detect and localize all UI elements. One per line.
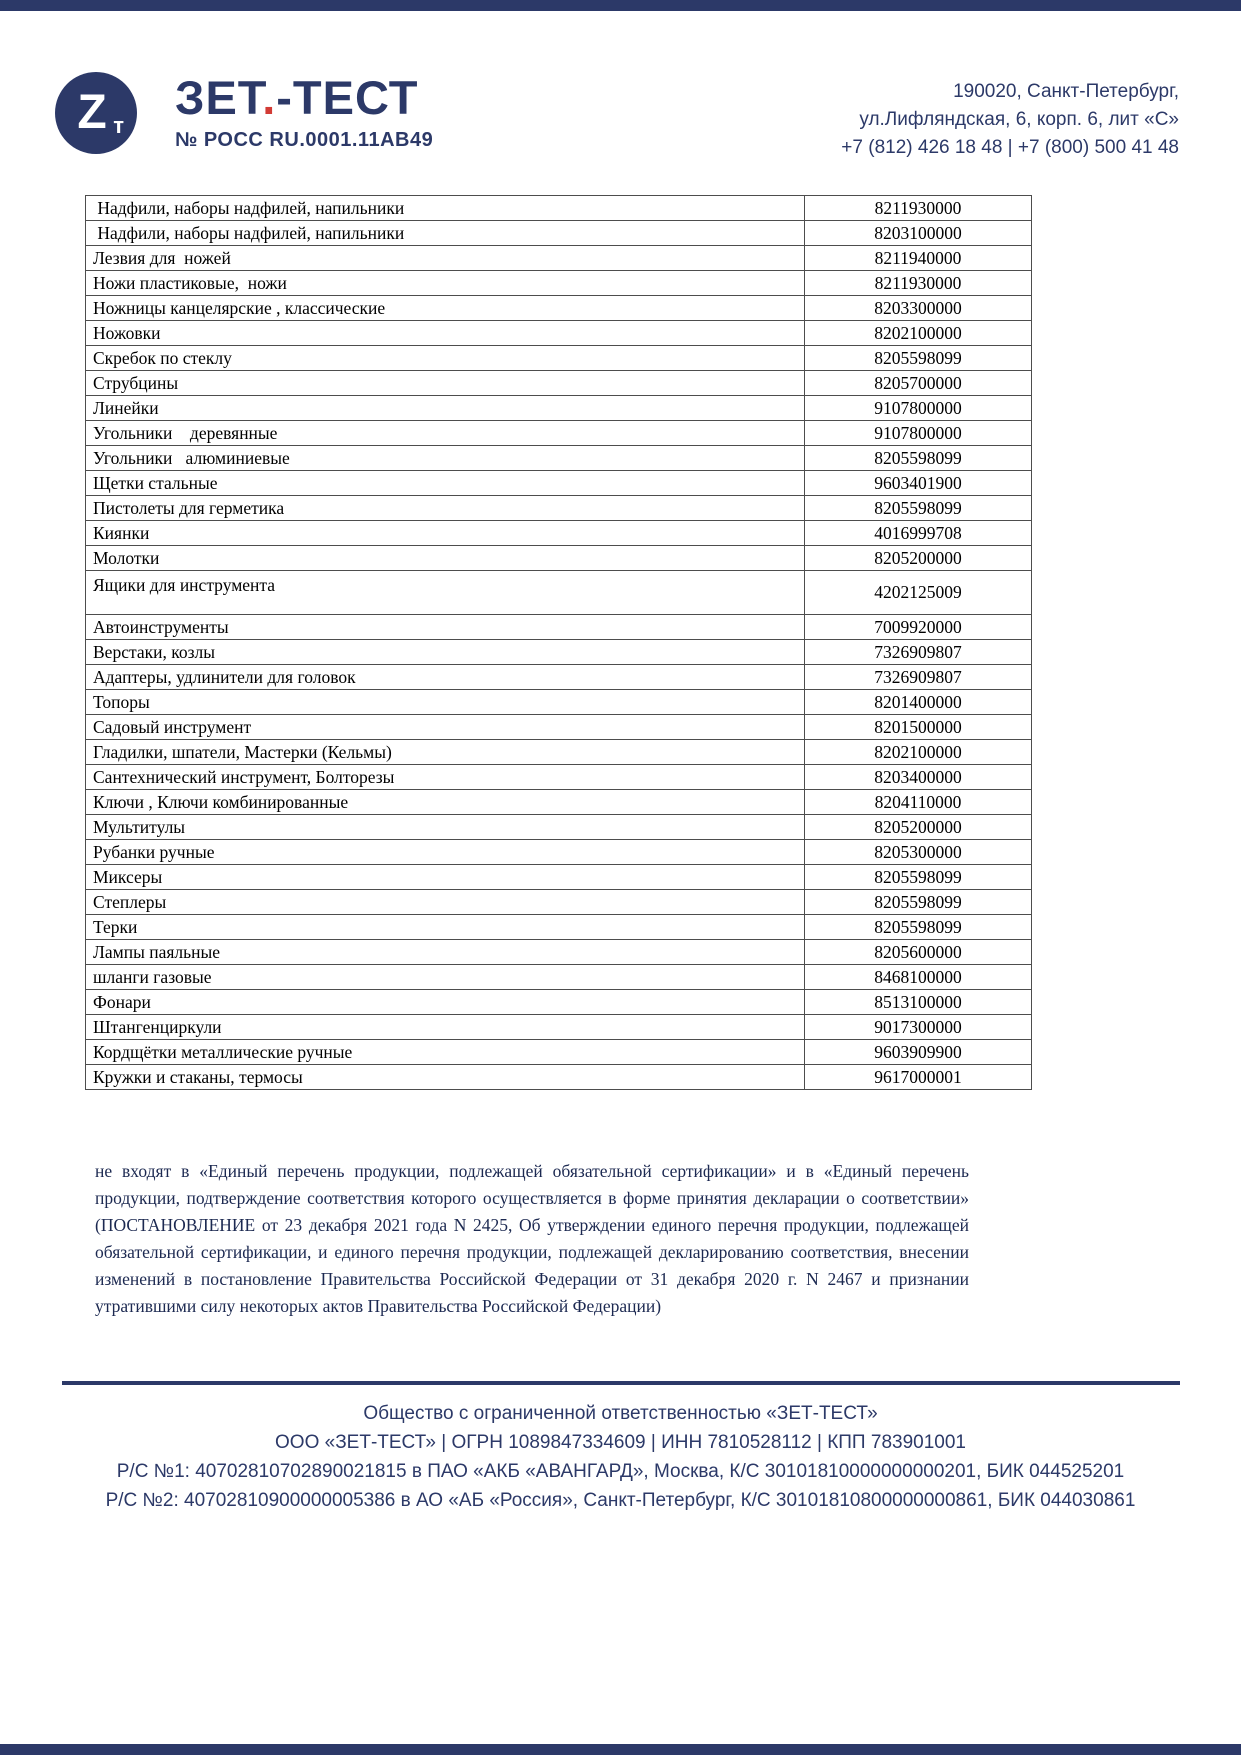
table-row — [86, 615, 1032, 640]
table-row — [86, 640, 1032, 665]
table-row — [86, 790, 1032, 815]
item-code-cell: 8202100000 — [805, 321, 1032, 346]
item-name-cell: Ножи пластиковые, ножи — [86, 271, 805, 296]
phone-numbers: +7 (812) 426 18 48 | +7 (800) 500 41 48 — [841, 137, 1179, 158]
table-row — [86, 246, 1032, 271]
item-name-cell: Кордщётки металлические ручные — [86, 1040, 805, 1065]
item-code-cell: 8205598099 — [805, 446, 1032, 471]
item-name-cell: Гладилки, шпатели, Мастерки (Кельмы) — [86, 740, 805, 765]
table-row — [86, 690, 1032, 715]
item-code-cell: 8203100000 — [805, 221, 1032, 246]
item-name-cell: Ножовки — [86, 321, 805, 346]
item-code-cell: 9017300000 — [805, 1015, 1032, 1040]
item-code-cell: 4016999708 — [805, 521, 1032, 546]
item-code-cell: 8468100000 — [805, 965, 1032, 990]
item-name-cell: Степлеры — [86, 890, 805, 915]
item-name-cell: Кружки и стаканы, термосы — [86, 1065, 805, 1090]
table-row — [86, 321, 1032, 346]
contact-info — [841, 72, 1179, 162]
item-code-cell: 4202125009 — [805, 571, 1032, 615]
item-code-cell: 9107800000 — [805, 421, 1032, 446]
item-name-cell: Терки — [86, 915, 805, 940]
logo-letter-t: т — [113, 113, 124, 138]
item-code-cell: 8205598099 — [805, 890, 1032, 915]
item-code-cell: 7326909807 — [805, 665, 1032, 690]
item-code-cell: 7326909807 — [805, 640, 1032, 665]
bottom-border-bar — [0, 1744, 1241, 1755]
table-row — [86, 1015, 1032, 1040]
footer-registration-line: ООО «ЗЕТ-ТЕСТ» | ОГРН 1089847334609 | ИНН 7810528112 | КПП 783901001 — [275, 1432, 966, 1453]
item-name-cell: Ключи , Ключи комбинированные — [86, 790, 805, 815]
item-name-cell: Линейки — [86, 396, 805, 421]
table-row — [86, 421, 1032, 446]
item-code-cell: 8201500000 — [805, 715, 1032, 740]
company-name-part2: -ТЕСТ — [276, 71, 419, 124]
table-row — [86, 715, 1032, 740]
item-name-cell: Адаптеры, удлинители для головок — [86, 665, 805, 690]
table-row — [86, 740, 1032, 765]
table-row — [86, 371, 1032, 396]
product-codes-table — [85, 195, 1032, 1090]
item-name-cell: Скребок по стеклу — [86, 346, 805, 371]
item-code-cell: 8205300000 — [805, 840, 1032, 865]
table-row — [86, 840, 1032, 865]
item-code-cell: 8205598099 — [805, 865, 1032, 890]
address-line-1: 190020, Санкт-Петербург, — [953, 81, 1179, 102]
item-name-cell: Миксеры — [86, 865, 805, 890]
table-row — [86, 496, 1032, 521]
header — [55, 72, 1179, 162]
item-code-cell: 7009920000 — [805, 615, 1032, 640]
item-name-cell: Лезвия для ножей — [86, 246, 805, 271]
table-row — [86, 1065, 1032, 1090]
item-name-cell: Топоры — [86, 690, 805, 715]
item-code-cell: 8205200000 — [805, 546, 1032, 571]
item-name-cell: Ящики для инструмента — [86, 571, 805, 615]
item-name-cell: Струбцины — [86, 371, 805, 396]
item-name-cell: Автоинструменты — [86, 615, 805, 640]
item-name-cell: Пистолеты для герметика — [86, 496, 805, 521]
item-code-cell: 9617000001 — [805, 1065, 1032, 1090]
table-row — [86, 521, 1032, 546]
table-row — [86, 296, 1032, 321]
item-code-cell: 8203300000 — [805, 296, 1032, 321]
table-row — [86, 396, 1032, 421]
footer-account-1-line: Р/С №1: 40702810702890021815 в ПАО «АКБ «АВАНГАРД», Москва, К/С 30101810000000000201, БИК 044525201 — [116, 1461, 1125, 1482]
table-row — [86, 271, 1032, 296]
table-row — [86, 221, 1032, 246]
table-row — [86, 665, 1032, 690]
certificate-number: № РОСС RU.0001.11АВ49 — [175, 129, 434, 151]
item-code-cell: 8201400000 — [805, 690, 1032, 715]
item-code-cell: 8211930000 — [805, 271, 1032, 296]
item-name-cell: Щетки стальные — [86, 471, 805, 496]
item-code-cell: 8513100000 — [805, 990, 1032, 1015]
item-code-cell: 9107800000 — [805, 396, 1032, 421]
item-name-cell: Угольники деревянные — [86, 421, 805, 446]
item-code-cell: 8205200000 — [805, 815, 1032, 840]
company-name — [175, 71, 433, 124]
item-code-cell: 8211930000 — [805, 196, 1032, 221]
item-code-cell: 8204110000 — [805, 790, 1032, 815]
top-border-bar — [0, 0, 1241, 11]
footer-company-line: Общество с ограниченной ответственностью «ЗЕТ-ТЕСТ» — [363, 1403, 878, 1424]
table-row — [86, 1040, 1032, 1065]
logo-block — [55, 72, 433, 154]
item-name-cell: Ножницы канцелярские , классические — [86, 296, 805, 321]
legal-note: не входят в «Единый перечень продукции, подлежащей обязательной сертификации» и в «Единый перечень продукции, подтверждение соответствия которого осуществляется в форме принятия декларации о соответствии» (ПОСТАНОВЛЕНИЕ от 23 декабря 2021 года N 2425, Об утверждении единого перечня продукции, подлежащей обязательной сертификации, и единого перечня продукции, подлежащей декларированию соответствия, внесении изменений в постановление Правительства Российской Федерации от 31 декабря 2020 г. N 2467 и признании утратившими силу некоторых актов Правительства Российской Федерации) — [95, 1161, 969, 1316]
item-name-cell: Надфили, наборы надфилей, напильники — [86, 196, 805, 221]
item-code-cell: 8205598099 — [805, 915, 1032, 940]
logo-letter-z: Z — [77, 86, 107, 139]
table-row — [86, 446, 1032, 471]
item-name-cell: Надфили, наборы надфилей, напильники — [86, 221, 805, 246]
table-row — [86, 346, 1032, 371]
item-code-cell: 9603401900 — [805, 471, 1032, 496]
item-code-cell: 8205600000 — [805, 940, 1032, 965]
item-name-cell: Лампы паяльные — [86, 940, 805, 965]
item-code-cell: 8203400000 — [805, 765, 1032, 790]
table-row — [86, 471, 1032, 496]
item-name-cell: Штангенциркули — [86, 1015, 805, 1040]
item-code-cell: 9603909900 — [805, 1040, 1032, 1065]
item-name-cell: Верстаки, козлы — [86, 640, 805, 665]
footer-divider — [62, 1381, 1180, 1385]
company-logo-icon — [55, 72, 137, 154]
footer — [0, 1399, 1241, 1515]
table-row — [86, 571, 1032, 615]
table-body — [86, 196, 1032, 1090]
company-name-red-dot: . — [262, 71, 277, 124]
item-name-cell: Мультитулы — [86, 815, 805, 840]
table-row — [86, 990, 1032, 1015]
table-row — [86, 940, 1032, 965]
item-name-cell: Молотки — [86, 546, 805, 571]
item-name-cell: Сантехнический инструмент, Болторезы — [86, 765, 805, 790]
item-code-cell: 8202100000 — [805, 740, 1032, 765]
brand-block — [175, 71, 434, 152]
company-name-part1: ЗЕТ — [175, 71, 263, 124]
table-row — [86, 765, 1032, 790]
table-row — [86, 546, 1032, 571]
item-code-cell: 8211940000 — [805, 246, 1032, 271]
item-name-cell: Садовый инструмент — [86, 715, 805, 740]
item-code-cell: 8205598099 — [805, 496, 1032, 521]
table-row — [86, 196, 1032, 221]
item-code-cell: 8205598099 — [805, 346, 1032, 371]
table-row — [86, 915, 1032, 940]
item-name-cell: Киянки — [86, 521, 805, 546]
table-row — [86, 815, 1032, 840]
item-code-cell: 8205700000 — [805, 371, 1032, 396]
table-row — [86, 890, 1032, 915]
table-row — [86, 965, 1032, 990]
item-name-cell: шланги газовые — [86, 965, 805, 990]
table-row — [86, 865, 1032, 890]
footer-account-2-line: Р/С №2: 40702810900000005386 в АО «АБ «Россия», Санкт-Петербург, К/С 30101810800000000861, БИК 044030861 — [105, 1490, 1136, 1511]
item-name-cell: Фонари — [86, 990, 805, 1015]
item-name-cell: Рубанки ручные — [86, 840, 805, 865]
address-line-2: ул.Лифляндская, 6, корп. 6, лит «С» — [859, 109, 1179, 130]
item-name-cell: Угольники алюминиевые — [86, 446, 805, 471]
